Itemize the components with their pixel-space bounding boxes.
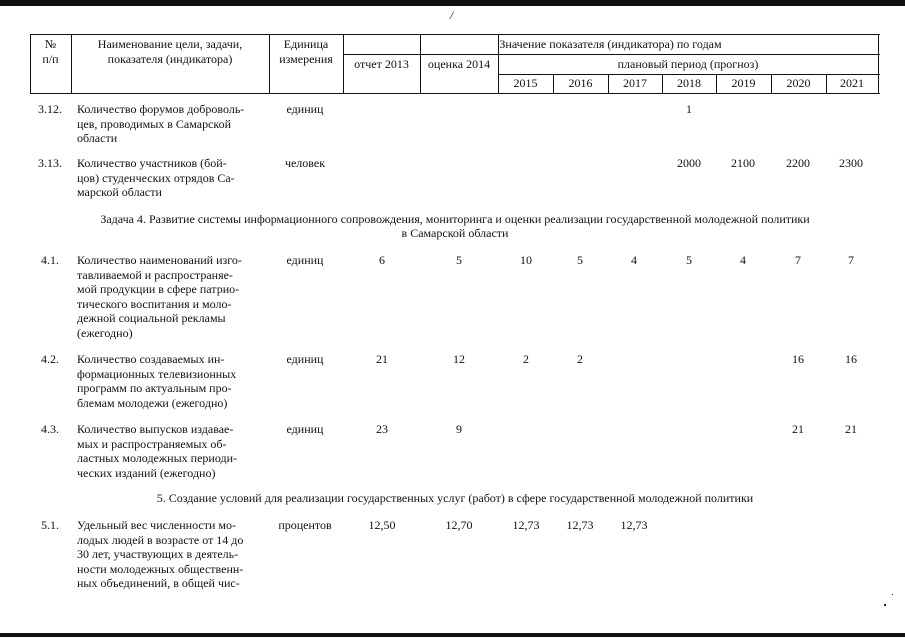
header-unit-line2: измерения [279,52,333,66]
bottom-scan-border [0,633,905,637]
row-indicator-name: цов) студенческих отрядов Са- [77,170,235,185]
header-year-2015: 2015 [513,76,538,90]
row-unit: единиц [286,253,324,267]
header-year-2016: 2016 [568,76,593,90]
row-indicator-name: дежной социальной рекламы [77,311,226,325]
header-border-bottom [30,93,880,94]
scan-speck [884,604,886,606]
row-indicator-name: тавливаемой и распространяе- [77,267,233,282]
row-indicator-name: Количество наименований изго- [77,253,242,267]
row-value: 12,50 [368,518,396,532]
row-indicator-name: мых и распространяемых об- [77,436,227,451]
section-task4-title-line2: в Самарской области [401,226,509,240]
header-num-pp: п/п [42,52,59,66]
header-name-line1: Наименование цели, задачи, [97,37,243,51]
row-number: 3.12. [38,102,62,116]
header-report-2013: отчет 2013 [354,57,409,71]
header-rule-planned [498,74,880,75]
row-indicator-name: лодых людей в возрасте от 14 до [77,532,244,547]
row-indicator-name: ности молодежных общественн- [77,561,244,576]
row-value: 12,73 [566,518,594,532]
row-indicator-name: марской области [77,185,162,199]
row-value: 4 [631,253,637,267]
row-value: 2 [577,352,583,366]
page-number: / [450,8,454,22]
header-border-top [30,34,880,35]
header-year-2021: 2021 [840,76,864,90]
header-column-divider [878,34,879,93]
row-indicator-name: Количество выпусков издавае- [77,422,234,436]
row-value: 5 [686,253,692,267]
row-indicator-name: Количество участников (бой- [77,156,227,170]
row-unit: единиц [286,422,324,436]
row-indicator-name: ных объединений, в общей чис- [77,576,240,590]
row-unit: процентов [278,518,332,532]
row-value: 2300 [839,156,863,170]
row-indicator-name: программ по актуальным про- [77,381,232,395]
header-year-2020: 2020 [786,76,811,90]
row-value: 12,73 [620,518,648,532]
row-value: 5 [456,253,462,267]
row-indicator-name: ческих изданий (ежегодно) [77,465,216,480]
row-indicator-name: области [77,131,118,145]
header-year-2018: 2018 [677,76,701,90]
row-value: 21 [792,422,804,436]
header-rule-values [343,54,880,55]
row-value: 21 [845,422,857,436]
header-year-2019: 2019 [731,76,756,90]
row-value: 12,73 [512,518,540,532]
row-value: 4 [740,253,746,267]
row-value: 23 [376,422,388,436]
row-value: 10 [520,253,532,267]
row-indicator-name: блемам молодежи (ежегодно) [77,395,228,410]
row-value: 2000 [677,156,701,170]
scan-speck [892,594,893,595]
row-value: 7 [795,253,801,267]
row-indicator-name: (ежегодно) [77,325,133,340]
header-estimate-2014: оценка 2014 [427,57,491,71]
row-value: 6 [379,253,385,267]
row-value: 2200 [786,156,810,170]
row-value: 21 [376,352,388,366]
row-indicator-name: Удельный вес численности мо- [77,518,236,532]
section-task4-title-line1: Задача 4. Развитие системы информационного сопровождения, мониторинга и оценки реализации государственной молодежной политики [100,212,810,226]
row-indicator-name: тического воспитания и моло- [77,296,232,311]
row-unit: человек [284,156,326,170]
top-scan-border [0,0,905,6]
row-indicator-name: Количество создаваемых ин- [77,352,225,366]
row-value: 9 [456,422,462,436]
header-planned-period: плановый период (прогноз) [617,57,759,71]
row-indicator-name: Количество форумов доброволь- [77,102,245,116]
row-unit: единиц [286,352,324,366]
header-num: № [44,37,57,51]
row-value: 16 [792,352,804,366]
row-indicator-name: 30 лет, участвующих в деятель- [77,547,239,561]
row-number: 4.2. [41,352,59,366]
row-value: 2 [523,352,529,366]
row-number: 4.1. [41,253,59,267]
row-indicator-name: цев, проводимых в Самарской [77,116,232,131]
row-value: 1 [686,102,692,116]
row-value: 12 [453,352,465,366]
row-indicator-name: мой продукции в сфере патрио- [77,282,240,296]
row-value: 7 [848,253,854,267]
row-value: 16 [845,352,857,366]
row-number: 5.1. [41,518,59,532]
header-name-line2: показателя (индикатора) [107,52,233,66]
row-unit: единиц [286,102,324,116]
row-indicator-name: формационных телевизионных [77,366,237,381]
row-number: 4.3. [41,422,59,436]
header-unit-line1: Единица [283,37,329,51]
row-number: 3.13. [38,156,62,170]
row-value: 2100 [731,156,755,170]
header-values-title: Значение показателя (индикатора) по годам [499,37,722,51]
row-indicator-name: ластных молодежных периоди- [77,451,238,465]
row-value: 5 [577,253,583,267]
header-year-2017: 2017 [623,76,647,90]
section-task5-title: 5. Создание условий для реализации государственных услуг (работ) в сфере государственной молодежной политики [156,491,754,505]
row-value: 12,70 [445,518,473,532]
